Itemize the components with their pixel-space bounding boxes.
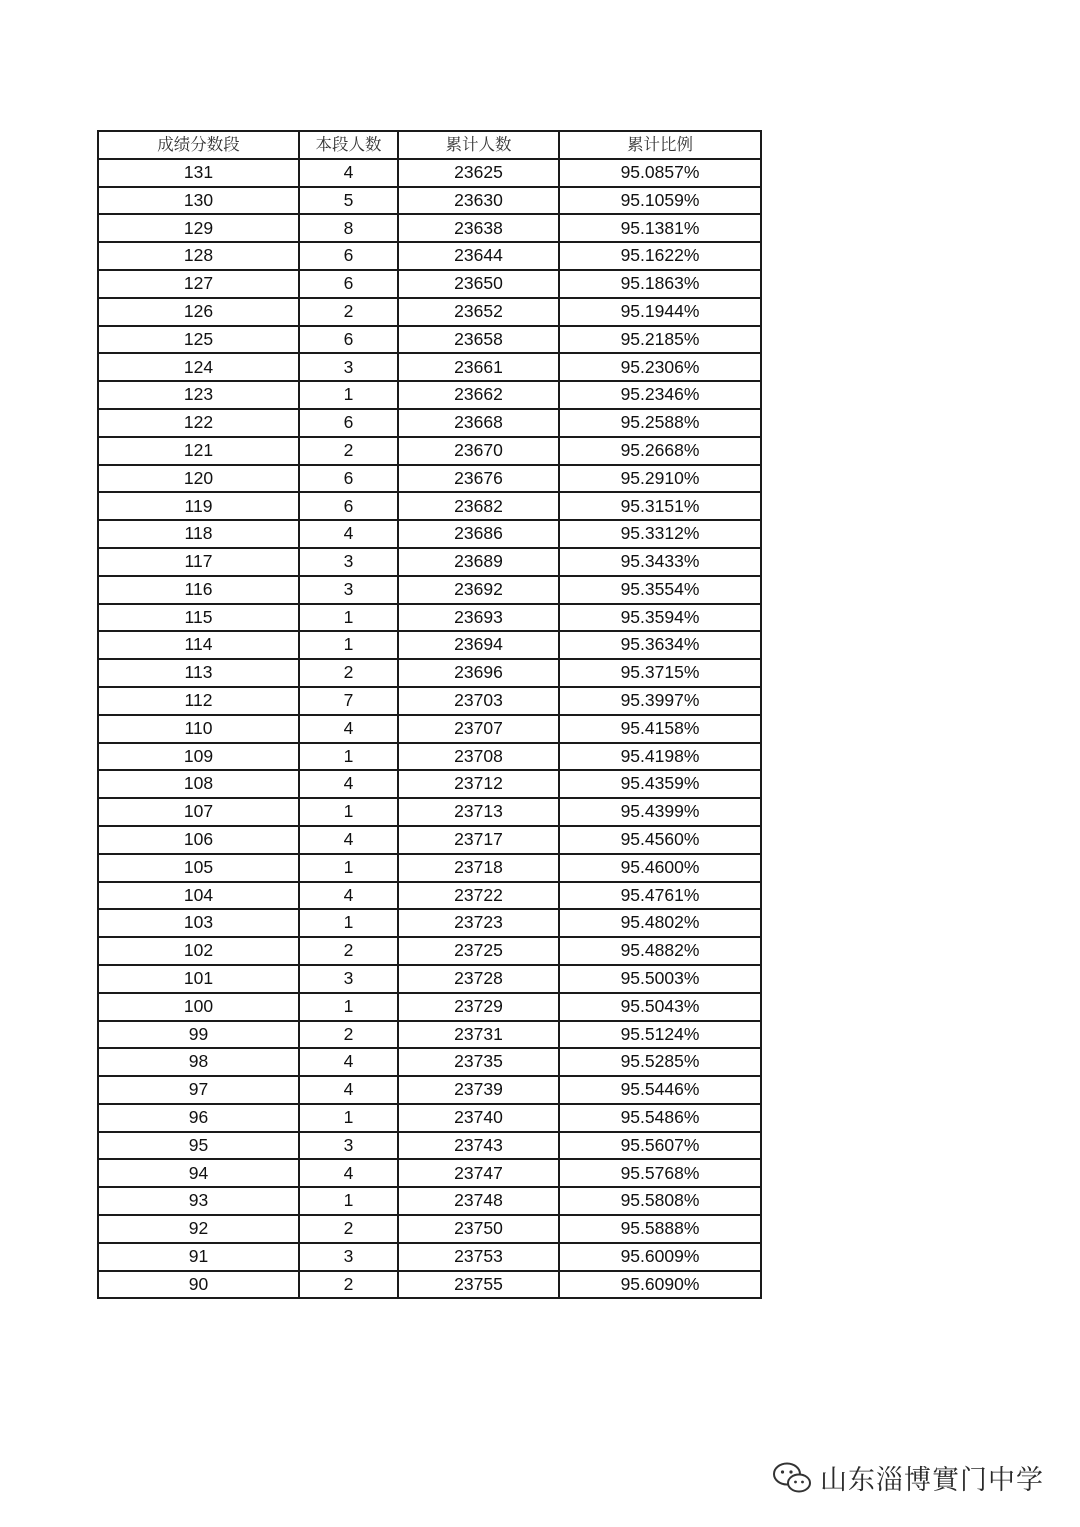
cell-segment-count: 1 [299, 1187, 398, 1215]
cell-cumulative-ratio: 95.5043% [559, 993, 761, 1021]
cell-score-range: 131 [98, 159, 299, 187]
cell-cumulative-count: 23694 [398, 631, 559, 659]
cell-segment-count: 2 [299, 1215, 398, 1243]
cell-score-range: 96 [98, 1104, 299, 1132]
cell-score-range: 105 [98, 854, 299, 882]
table-row [98, 631, 761, 659]
table-row [98, 826, 761, 854]
cell-cumulative-ratio: 95.1863% [559, 270, 761, 298]
cell-cumulative-count: 23722 [398, 882, 559, 910]
table-row [98, 1076, 761, 1104]
cell-score-range: 98 [98, 1048, 299, 1076]
cell-segment-count: 7 [299, 687, 398, 715]
cell-score-range: 107 [98, 798, 299, 826]
header-cumulative-count: 累计人数 [398, 131, 559, 159]
cell-cumulative-count: 23682 [398, 492, 559, 520]
cell-cumulative-ratio: 95.2306% [559, 353, 761, 381]
cell-cumulative-ratio: 95.5285% [559, 1048, 761, 1076]
cell-segment-count: 4 [299, 715, 398, 743]
cell-cumulative-count: 23692 [398, 576, 559, 604]
table-row [98, 1187, 761, 1215]
table-row [98, 576, 761, 604]
cell-segment-count: 2 [299, 437, 398, 465]
cell-cumulative-ratio: 95.3554% [559, 576, 761, 604]
table-row [98, 882, 761, 910]
header-score-range: 成绩分数段 [98, 131, 299, 159]
cell-segment-count: 6 [299, 270, 398, 298]
table-row [98, 353, 761, 381]
cell-segment-count: 5 [299, 187, 398, 215]
table-row [98, 1271, 761, 1299]
cell-segment-count: 1 [299, 798, 398, 826]
cell-score-range: 104 [98, 882, 299, 910]
cell-segment-count: 1 [299, 1104, 398, 1132]
table-row [98, 687, 761, 715]
cell-cumulative-ratio: 95.3433% [559, 548, 761, 576]
table-row [98, 1104, 761, 1132]
cell-cumulative-count: 23625 [398, 159, 559, 187]
table-row [98, 1243, 761, 1271]
cell-segment-count: 3 [299, 548, 398, 576]
header-row [98, 131, 761, 159]
cell-segment-count: 1 [299, 854, 398, 882]
table-row [98, 214, 761, 242]
cell-cumulative-ratio: 95.1622% [559, 242, 761, 270]
cell-segment-count: 2 [299, 937, 398, 965]
cell-cumulative-ratio: 95.5124% [559, 1021, 761, 1049]
cell-cumulative-count: 23658 [398, 326, 559, 354]
table-body [98, 159, 761, 1299]
wechat-icon [772, 1461, 812, 1495]
cell-cumulative-count: 23747 [398, 1159, 559, 1187]
cell-segment-count: 1 [299, 604, 398, 632]
cell-score-range: 110 [98, 715, 299, 743]
table-row [98, 604, 761, 632]
cell-cumulative-count: 23686 [398, 520, 559, 548]
cell-cumulative-count: 23644 [398, 242, 559, 270]
cell-cumulative-ratio: 95.4761% [559, 882, 761, 910]
table-row [98, 492, 761, 520]
cell-cumulative-count: 23718 [398, 854, 559, 882]
cell-score-range: 102 [98, 937, 299, 965]
cell-cumulative-count: 23739 [398, 1076, 559, 1104]
cell-score-range: 95 [98, 1132, 299, 1160]
cell-score-range: 124 [98, 353, 299, 381]
header-cumulative-ratio: 累计比例 [559, 131, 761, 159]
cell-cumulative-ratio: 95.1944% [559, 298, 761, 326]
table-row [98, 326, 761, 354]
cell-segment-count: 8 [299, 214, 398, 242]
cell-cumulative-count: 23650 [398, 270, 559, 298]
cell-score-range: 114 [98, 631, 299, 659]
cell-score-range: 122 [98, 409, 299, 437]
watermark [772, 1458, 1044, 1497]
table-row [98, 270, 761, 298]
cell-segment-count: 4 [299, 770, 398, 798]
cell-cumulative-ratio: 95.6009% [559, 1243, 761, 1271]
cell-cumulative-ratio: 95.5486% [559, 1104, 761, 1132]
cell-cumulative-count: 23723 [398, 909, 559, 937]
cell-score-range: 127 [98, 270, 299, 298]
table-row [98, 798, 761, 826]
table-row [98, 993, 761, 1021]
cell-cumulative-ratio: 95.5607% [559, 1132, 761, 1160]
cell-score-range: 129 [98, 214, 299, 242]
cell-cumulative-count: 23668 [398, 409, 559, 437]
cell-score-range: 103 [98, 909, 299, 937]
table-row [98, 743, 761, 771]
cell-cumulative-ratio: 95.4198% [559, 743, 761, 771]
cell-score-range: 108 [98, 770, 299, 798]
watermark-text: 山东淄博實门中学 [820, 1465, 1044, 1496]
cell-cumulative-ratio: 95.0857% [559, 159, 761, 187]
cell-score-range: 121 [98, 437, 299, 465]
cell-score-range: 109 [98, 743, 299, 771]
cell-segment-count: 4 [299, 1048, 398, 1076]
table-row [98, 1021, 761, 1049]
table-row [98, 715, 761, 743]
cell-cumulative-ratio: 95.3715% [559, 659, 761, 687]
cell-cumulative-ratio: 95.6090% [559, 1271, 761, 1299]
cell-cumulative-ratio: 95.5888% [559, 1215, 761, 1243]
table-row [98, 909, 761, 937]
cell-segment-count: 4 [299, 1159, 398, 1187]
table-row [98, 1048, 761, 1076]
cell-cumulative-count: 23728 [398, 965, 559, 993]
cell-cumulative-ratio: 95.4359% [559, 770, 761, 798]
cell-cumulative-ratio: 95.1381% [559, 214, 761, 242]
cell-cumulative-count: 23708 [398, 743, 559, 771]
cell-score-range: 118 [98, 520, 299, 548]
cell-cumulative-count: 23753 [398, 1243, 559, 1271]
cell-segment-count: 6 [299, 409, 398, 437]
cell-cumulative-ratio: 95.4802% [559, 909, 761, 937]
cell-score-range: 116 [98, 576, 299, 604]
cell-cumulative-ratio: 95.2588% [559, 409, 761, 437]
cell-score-range: 112 [98, 687, 299, 715]
cell-segment-count: 4 [299, 520, 398, 548]
table-row [98, 659, 761, 687]
cell-score-range: 93 [98, 1187, 299, 1215]
cell-cumulative-count: 23740 [398, 1104, 559, 1132]
cell-segment-count: 4 [299, 1076, 398, 1104]
cell-cumulative-count: 23661 [398, 353, 559, 381]
cell-segment-count: 2 [299, 659, 398, 687]
cell-segment-count: 3 [299, 576, 398, 604]
cell-score-range: 101 [98, 965, 299, 993]
cell-cumulative-ratio: 95.1059% [559, 187, 761, 215]
cell-cumulative-count: 23670 [398, 437, 559, 465]
table-row [98, 965, 761, 993]
cell-cumulative-count: 23662 [398, 381, 559, 409]
cell-cumulative-ratio: 95.5446% [559, 1076, 761, 1104]
cell-cumulative-ratio: 95.2346% [559, 381, 761, 409]
cell-segment-count: 3 [299, 965, 398, 993]
cell-cumulative-ratio: 95.3151% [559, 492, 761, 520]
cell-segment-count: 3 [299, 1132, 398, 1160]
cell-cumulative-count: 23743 [398, 1132, 559, 1160]
cell-cumulative-count: 23735 [398, 1048, 559, 1076]
cell-score-range: 94 [98, 1159, 299, 1187]
cell-segment-count: 3 [299, 353, 398, 381]
cell-segment-count: 1 [299, 909, 398, 937]
cell-segment-count: 3 [299, 1243, 398, 1271]
cell-cumulative-count: 23713 [398, 798, 559, 826]
cell-score-range: 120 [98, 465, 299, 493]
cell-cumulative-ratio: 95.3634% [559, 631, 761, 659]
cell-segment-count: 4 [299, 882, 398, 910]
cell-cumulative-ratio: 95.2910% [559, 465, 761, 493]
cell-cumulative-count: 23712 [398, 770, 559, 798]
cell-cumulative-ratio: 95.2185% [559, 326, 761, 354]
cell-score-range: 92 [98, 1215, 299, 1243]
cell-cumulative-count: 23707 [398, 715, 559, 743]
cell-score-range: 119 [98, 492, 299, 520]
cell-cumulative-count: 23703 [398, 687, 559, 715]
cell-cumulative-count: 23725 [398, 937, 559, 965]
cell-segment-count: 6 [299, 242, 398, 270]
cell-cumulative-ratio: 95.4600% [559, 854, 761, 882]
cell-segment-count: 2 [299, 298, 398, 326]
cell-score-range: 117 [98, 548, 299, 576]
cell-cumulative-ratio: 95.5003% [559, 965, 761, 993]
cell-cumulative-ratio: 95.4399% [559, 798, 761, 826]
cell-segment-count: 6 [299, 326, 398, 354]
cell-cumulative-count: 23748 [398, 1187, 559, 1215]
table-row [98, 409, 761, 437]
table-row [98, 242, 761, 270]
cell-cumulative-ratio: 95.2668% [559, 437, 761, 465]
table-row [98, 1132, 761, 1160]
cell-score-range: 130 [98, 187, 299, 215]
table-row [98, 298, 761, 326]
cell-cumulative-ratio: 95.3312% [559, 520, 761, 548]
cell-cumulative-count: 23693 [398, 604, 559, 632]
score-distribution-table [97, 130, 762, 1299]
cell-cumulative-count: 23652 [398, 298, 559, 326]
cell-score-range: 125 [98, 326, 299, 354]
table-row [98, 1215, 761, 1243]
cell-score-range: 128 [98, 242, 299, 270]
cell-score-range: 115 [98, 604, 299, 632]
cell-score-range: 106 [98, 826, 299, 854]
cell-segment-count: 6 [299, 492, 398, 520]
table-header [98, 131, 761, 159]
table-row [98, 548, 761, 576]
cell-segment-count: 1 [299, 631, 398, 659]
cell-score-range: 123 [98, 381, 299, 409]
cell-score-range: 91 [98, 1243, 299, 1271]
cell-cumulative-ratio: 95.4882% [559, 937, 761, 965]
table-row [98, 381, 761, 409]
table-row [98, 437, 761, 465]
cell-cumulative-count: 23731 [398, 1021, 559, 1049]
cell-score-range: 126 [98, 298, 299, 326]
cell-cumulative-count: 23717 [398, 826, 559, 854]
cell-segment-count: 2 [299, 1271, 398, 1299]
table-row [98, 159, 761, 187]
cell-segment-count: 2 [299, 1021, 398, 1049]
table-row [98, 187, 761, 215]
table-row [98, 937, 761, 965]
cell-cumulative-count: 23696 [398, 659, 559, 687]
cell-cumulative-count: 23630 [398, 187, 559, 215]
cell-segment-count: 1 [299, 743, 398, 771]
cell-segment-count: 4 [299, 826, 398, 854]
cell-segment-count: 4 [299, 159, 398, 187]
table-row [98, 1159, 761, 1187]
cell-cumulative-count: 23638 [398, 214, 559, 242]
cell-score-range: 90 [98, 1271, 299, 1299]
table-row [98, 854, 761, 882]
cell-cumulative-count: 23676 [398, 465, 559, 493]
table-row [98, 520, 761, 548]
header-segment-count: 本段人数 [299, 131, 398, 159]
cell-cumulative-count: 23689 [398, 548, 559, 576]
cell-score-range: 97 [98, 1076, 299, 1104]
cell-segment-count: 6 [299, 465, 398, 493]
cell-cumulative-ratio: 95.5768% [559, 1159, 761, 1187]
cell-cumulative-count: 23755 [398, 1271, 559, 1299]
cell-score-range: 113 [98, 659, 299, 687]
table-row [98, 770, 761, 798]
cell-cumulative-ratio: 95.3997% [559, 687, 761, 715]
cell-cumulative-ratio: 95.4158% [559, 715, 761, 743]
cell-score-range: 100 [98, 993, 299, 1021]
cell-cumulative-ratio: 95.5808% [559, 1187, 761, 1215]
cell-cumulative-ratio: 95.3594% [559, 604, 761, 632]
cell-segment-count: 1 [299, 381, 398, 409]
cell-segment-count: 1 [299, 993, 398, 1021]
cell-cumulative-ratio: 95.4560% [559, 826, 761, 854]
table-row [98, 465, 761, 493]
cell-cumulative-count: 23750 [398, 1215, 559, 1243]
cell-score-range: 99 [98, 1021, 299, 1049]
cell-cumulative-count: 23729 [398, 993, 559, 1021]
